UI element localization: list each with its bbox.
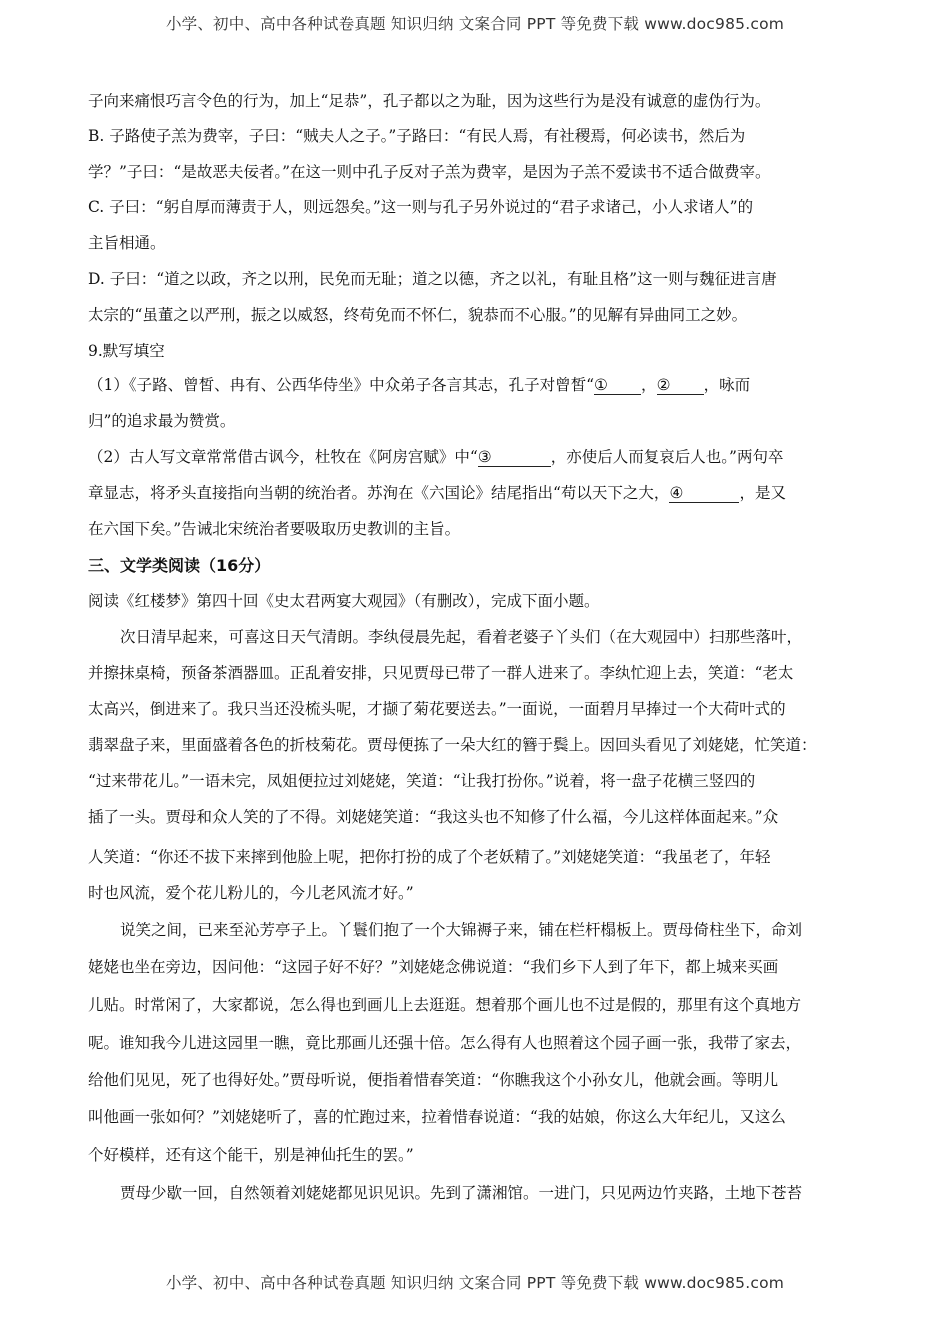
passage-line: 太高兴，倒进来了。我只当还没梳头呢，才撷了菊花要送去。”一面说，一面碧月早捧过一个大荷叶式的	[88, 700, 786, 718]
text-line: 学？”子曰：“是故恶夫佞者。”在这一则中孔子反对子羔为费宰，是因为子羔不爱读书不适合做费宰。	[88, 163, 771, 181]
blank-2[interactable]: ②	[657, 376, 704, 395]
page-footer: 小学、初中、高中各种试卷真题 知识归纳 文案合同 PPT 等免费下载 www.doc985.com	[165, 1274, 785, 1292]
passage-line: 给他们见见，死了也得好处。”贾母听说，便指着惜春笑道：“你瞧我这个小孙女儿，他就会画。等明儿	[88, 1071, 779, 1089]
question-9-2	[88, 447, 783, 467]
blank-1[interactable]: ①	[594, 376, 641, 395]
question-9-2-cont	[88, 483, 786, 503]
passage-line: 儿贴。时常闲了，大家都说，怎么得也到画儿上去逛逛。想着那个画儿也不过是假的，那里有这个真地方	[88, 996, 802, 1014]
passage-line: 插了一头。贾母和众人笑的了不得。刘姥姥笑道：“我这头也不知修了什么福，今儿这样体面起来。”众	[88, 808, 779, 826]
question-9-1	[88, 375, 750, 395]
text-line: 归”的追求最为赞赏。	[88, 412, 236, 430]
option-d: D. 子曰：“道之以政，齐之以刑，民免而无耻；道之以德，齐之以礼，有耻且格”这一则与魏征进言唐	[88, 270, 777, 288]
q9-2-text: （2）古人写文章常常借古讽今，杜牧在《阿房宫赋》中“	[88, 448, 478, 466]
q9-1-tail: ，咏而	[703, 376, 751, 394]
passage-line: 翡翠盘子来，里面盛着各色的折枝菊花。贾母便拣了一朵大红的簪于鬓上。因回头看见了刘姥姥，忙笑道：	[88, 736, 817, 754]
passage-line: 时也风流，爱个花儿粉儿的，今儿老风流才好。”	[88, 884, 414, 902]
reading-intro: 阅读《红楼梦》第四十回《史太君两宴大观园》（有删改），完成下面小题。	[88, 592, 600, 610]
passage-line: 并擦抹桌椅，预备茶酒器皿。正乱着安排，只见贾母已带了一群人进来了。李纨忙迎上去，笑道：“老太	[88, 664, 794, 682]
passage-line: 叫他画一张如何？”刘姥姥听了，喜的忙跑过来，拉着惜春说道：“我的姑娘，你这么大年纪儿，又这么	[88, 1108, 786, 1126]
q9-1-text: （1）《子路、曾皙、冉有、公西华侍坐》中众弟子各言其志，孔子对曾皙“	[88, 376, 595, 394]
text-line: 太宗的“虽董之以严刑，振之以威怒，终苟免而不怀仁，貌恭而不心服。”的见解有异曲同工之妙。	[88, 306, 748, 324]
option-b: B. 子路使子羔为费宰，子曰：“贼夫人之子。”子路曰：“有民人焉，有社稷焉，何必读书，然后为	[88, 127, 746, 145]
blank-4[interactable]: ④	[669, 484, 739, 503]
passage-line: 人笑道：“你还不拔下来摔到他脸上呢，把你打扮的成了个老妖精了。”刘姥姥笑道：“我虽老了，年轻	[88, 848, 771, 866]
section-3-heading: 三、文学类阅读（16分）	[88, 556, 271, 575]
option-c: C. 子曰：“躬自厚而薄责于人，则远怨矣。”这一则与孔子另外说过的“君子求诸己，小人求诸人”的	[88, 198, 754, 216]
text-line: 子向来痛恨巧言令色的行为，加上“足恭”，孔子都以之为耻，因为这些行为是没有诚意的虚伪行为。	[88, 92, 771, 110]
text-line: 在六国下矣。”告诫北宋统治者要吸取历史教训的主旨。	[88, 520, 461, 538]
q9-2b-text: 章显志，将矛头直接指向当朝的统治者。苏洵在《六国论》结尾指出“苟以天下之大，	[88, 484, 670, 502]
page-header: 小学、初中、高中各种试卷真题 知识归纳 文案合同 PPT 等免费下载 www.doc985.com	[165, 15, 785, 33]
passage-line: 姥姥也坐在旁边，因问他：“这园子好不好？”刘姥姥念佛说道：“我们乡下人到了年下，都上城来买画	[88, 958, 779, 976]
passage-line: “过来带花儿。”一语未完，凤姐便拉过刘姥姥，笑道：“让我打扮你。”说着，将一盘子花横三竖四的	[88, 772, 756, 790]
passage-line: 个好模样，还有这个能干，别是神仙托生的罢。”	[88, 1146, 414, 1164]
blank-3[interactable]: ③	[478, 448, 551, 467]
passage-line: 次日清早起来，可喜这日天气清朗。李纨侵晨先起，看着老婆子丫头们（在大观园中）扫那些落叶，	[120, 628, 803, 646]
passage-line: 贾母少歇一回，自然领着刘姥姥都见识见识。先到了潇湘馆。一进门，只见两边竹夹路，土地下苍苔	[120, 1184, 803, 1202]
q9-2-tail: ，亦使后人而复哀后人也。”两句卒	[550, 448, 784, 466]
text-line: 主旨相通。	[88, 234, 166, 252]
q9-1-sep: ，	[641, 376, 657, 394]
passage-line: 说笑之间，已来至沁芳亭子上。丫鬟们抱了一个大锦褥子来，铺在栏杆榻板上。贾母倚柱坐下，命刘	[120, 921, 803, 939]
question-9-title: 9.默写填空	[88, 342, 165, 360]
q9-2b-tail: ，是又	[739, 484, 786, 502]
passage-line: 呢。谁知我今儿进这园里一瞧，竟比那画儿还强十倍。怎么得有人也照着这个园子画一张，我带了家去，	[88, 1034, 802, 1052]
